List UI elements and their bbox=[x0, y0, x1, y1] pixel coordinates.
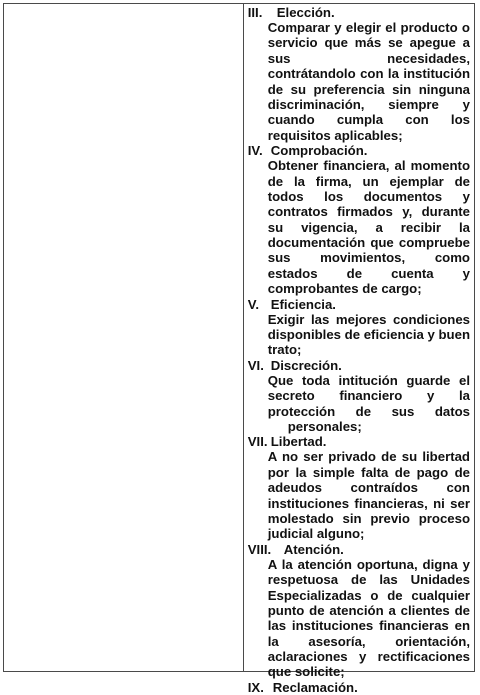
item-number: III. bbox=[247, 5, 263, 20]
text-line: de la firma, un ejemplar de bbox=[267, 173, 470, 189]
item-number: V. bbox=[247, 296, 259, 312]
text-line: disponibles de eficiencia y buen bbox=[267, 327, 470, 343]
text-line: de su preferencia sin ninguna bbox=[267, 81, 470, 97]
item-title: Elección. bbox=[276, 5, 335, 20]
text-line: comprobantes de cargo; bbox=[267, 281, 422, 297]
list-item bbox=[248, 297, 470, 358]
item-title: Reclamación. bbox=[272, 679, 358, 695]
text-line: la asesoría, orientación, bbox=[267, 633, 470, 649]
item-number: VII. bbox=[247, 434, 268, 450]
text-line: trato; bbox=[267, 342, 302, 358]
item-heading bbox=[248, 358, 470, 373]
text-line: molestado sin previo proceso bbox=[267, 510, 470, 526]
text-line: todos los documentos y bbox=[267, 188, 470, 204]
text-line: sus movimientos, como bbox=[267, 250, 470, 266]
item-description bbox=[268, 373, 470, 435]
item-description bbox=[268, 20, 470, 143]
text-line: A no ser privado de su libertad bbox=[267, 449, 470, 465]
item-title: Discreción. bbox=[270, 357, 342, 373]
text-line: su vigencia, a recibir la bbox=[267, 219, 470, 235]
text-line: protección de sus datos bbox=[267, 403, 470, 419]
item-title: Eficiencia. bbox=[270, 296, 336, 312]
item-description bbox=[268, 557, 470, 680]
item-heading bbox=[248, 680, 470, 695]
list-item bbox=[248, 680, 470, 695]
item-title: Atención. bbox=[283, 541, 344, 557]
text-line: judicial alguno; bbox=[267, 526, 365, 542]
text-line: A la atención oportuna, digna y bbox=[267, 556, 470, 572]
list-item bbox=[248, 542, 470, 680]
list-item bbox=[248, 5, 470, 143]
item-description bbox=[268, 158, 470, 297]
text-line: punto de atención a clientes de bbox=[267, 602, 470, 618]
text-line: servicio que más se apegue a bbox=[267, 35, 470, 51]
item-title: Libertad. bbox=[270, 434, 327, 450]
text-line: personales; bbox=[287, 418, 362, 434]
item-heading bbox=[248, 5, 470, 20]
document-table bbox=[3, 3, 475, 695]
text-line: secreto financiero y la bbox=[267, 388, 470, 404]
item-number: VIII. bbox=[247, 541, 272, 557]
item-number: IX. bbox=[247, 679, 264, 695]
item-description bbox=[268, 312, 470, 358]
text-line: contrátandolo con la institución bbox=[267, 66, 470, 82]
rights-list-cell bbox=[244, 4, 474, 695]
text-line: las instituciones financieras en bbox=[267, 618, 470, 634]
text-line: documentación que compruebe bbox=[267, 235, 470, 251]
text-line: instituciones financieras, ni ser bbox=[267, 495, 470, 511]
text-line: Obtener financiera, al momento bbox=[267, 158, 470, 174]
text-line: estados de cuenta y bbox=[267, 265, 470, 281]
text-line: sus necesidades, bbox=[267, 50, 470, 66]
empty-left-cell bbox=[4, 4, 244, 671]
list-item bbox=[248, 434, 470, 541]
text-line: requisitos aplicables; bbox=[267, 127, 403, 143]
item-number: IV. bbox=[247, 143, 263, 159]
text-line: Exigir las mejores condiciones bbox=[267, 311, 470, 327]
item-description bbox=[268, 449, 470, 541]
item-number: VI. bbox=[247, 357, 264, 373]
text-line: respetuosa de las Unidades bbox=[267, 572, 470, 588]
item-heading bbox=[248, 143, 470, 158]
item-heading bbox=[248, 542, 470, 557]
text-line: discriminación, siempre y bbox=[267, 96, 470, 112]
item-heading bbox=[248, 434, 470, 449]
text-line: Comparar y elegir el producto o bbox=[267, 20, 470, 35]
text-line: Que toda intitución guarde el bbox=[267, 372, 470, 388]
item-title: Comprobación. bbox=[270, 143, 368, 159]
text-line: aclaraciones y rectificaciones bbox=[267, 649, 470, 665]
list-item bbox=[248, 143, 470, 297]
item-heading bbox=[248, 297, 470, 312]
text-line: Especializadas o de cualquier bbox=[267, 587, 470, 603]
text-line: adeudos contraídos con bbox=[267, 480, 470, 496]
text-line: que solicite; bbox=[267, 664, 345, 680]
list-item bbox=[248, 358, 470, 435]
text-line: cuando cumpla con los bbox=[267, 112, 470, 128]
text-line: contratos firmados y, durante bbox=[267, 204, 470, 220]
text-line: por la simple falta de pago de bbox=[267, 464, 470, 480]
